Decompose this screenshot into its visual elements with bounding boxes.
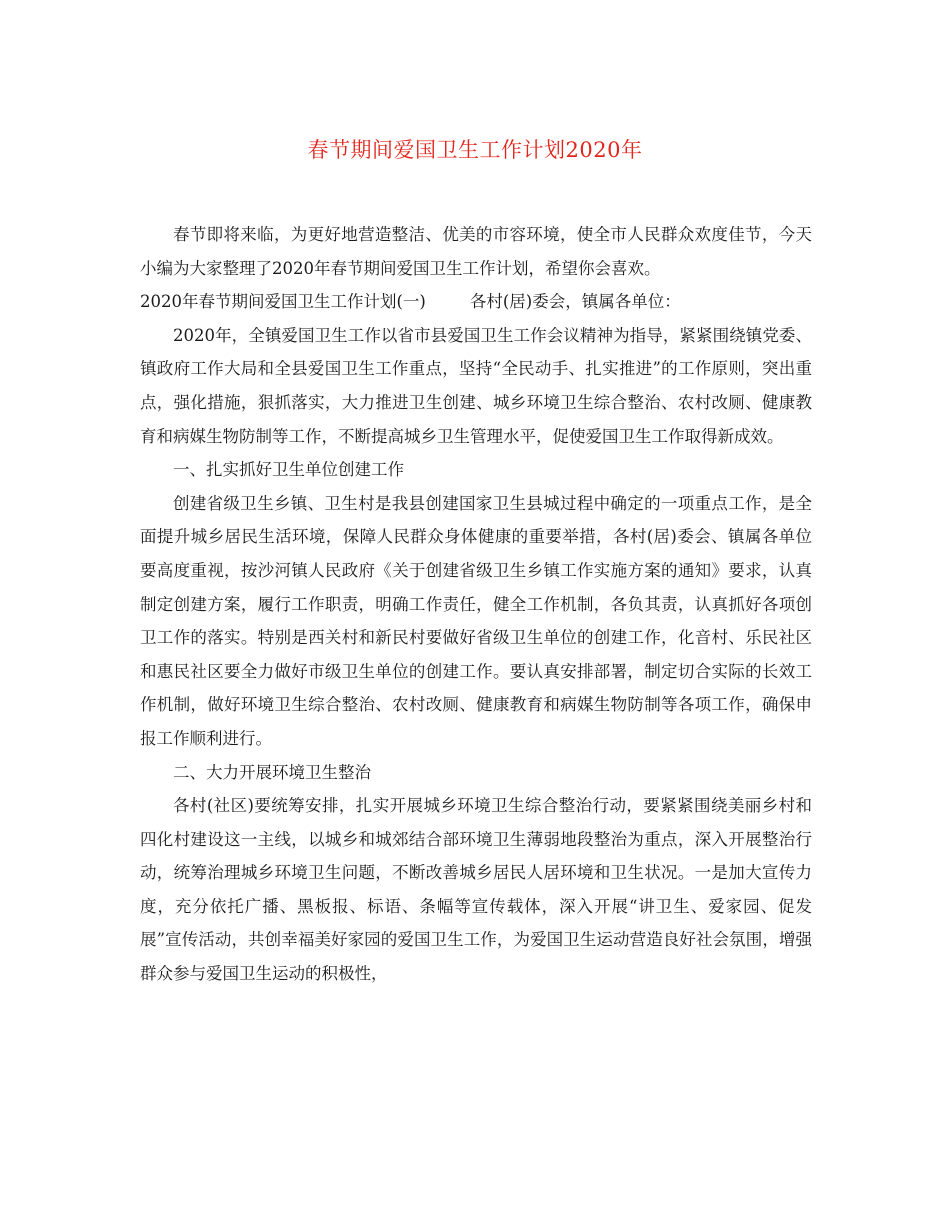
- section1-heading: 一、扎实抓好卫生单位创建工作: [173, 460, 404, 480]
- document-body: [140, 218, 812, 991]
- plan-heading-line: [140, 285, 812, 319]
- plan-heading: 2020年春节期间爱国卫生工作计划(一): [140, 292, 426, 312]
- salutation: 各村(居)委会，镇属各单位：: [469, 292, 681, 312]
- overview-paragraph: 2020年，全镇爱国卫生工作以省市县爱国卫生工作会议精神为指导，紧紧围绕镇党委、镇政府工作大局和全县爱国卫生工作重点，坚持“全民动手、扎实推进”的工作原则，突出重点，强化措施，狠抓落实，大力推进卫生创建、城乡环境卫生综合整治、农村改厕、健康教育和病媒生物防制等工作，不断提高城乡卫生管理水平，促使爱国卫生工作取得新成效。: [140, 325, 812, 446]
- intro-paragraph: 春节即将来临，为更好地营造整洁、优美的市容环境，使全市人民群众欢度佳节，今天小编为大家整理了2020年春节期间爱国卫生工作计划，希望你会喜欢。: [140, 225, 812, 278]
- document-title: 春节期间爱国卫生工作计划2020年: [307, 138, 643, 162]
- section2-paragraph: 各村(社区)要统筹安排，扎实开展城乡环境卫生综合整治行动，要紧紧围绕美丽乡村和四化村建设这一主线，以城乡和城郊结合部环境卫生薄弱地段整治为重点，深入开展整治行动，统筹治理城乡环境卫生问题，不断改善城乡居民人居环境和卫生状况。一是加大宣传力度，充分依托广播、黑板报、标语、条幅等宣传载体，深入开展“讲卫生、爱家园、促发展”宣传活动，共创幸福美好家园的爱国卫生工作，为爱国卫生运动营造良好社会氛围，增强群众参与爱国卫生运动的积极性，: [140, 796, 812, 984]
- section1-paragraph: 创建省级卫生乡镇、卫生村是我县创建国家卫生县城过程中确定的一项重点工作，是全面提升城乡居民生活环境，保障人民群众身体健康的重要举措，各村(居)委会、镇属各单位要高度重视，按沙河镇人民政府《关于创建省级卫生乡镇工作实施方案的通知》要求，认真制定创建方案，履行工作职责，明确工作责任，健全工作机制，各负其责，认真抓好各项创卫工作的落实。特别是西关村和新民村要做好省级卫生单位的创建工作，化音村、乐民社区和惠民社区要全力做好市级卫生单位的创建工作。要认真安排部署，制定切合实际的长效工作机制，做好环境卫生综合整治、农村改厕、健康教育和病媒生物防制等各项工作，确保申报工作顺利进行。: [140, 493, 812, 748]
- section2-heading: 二、大力开展环境卫生整治: [173, 762, 371, 782]
